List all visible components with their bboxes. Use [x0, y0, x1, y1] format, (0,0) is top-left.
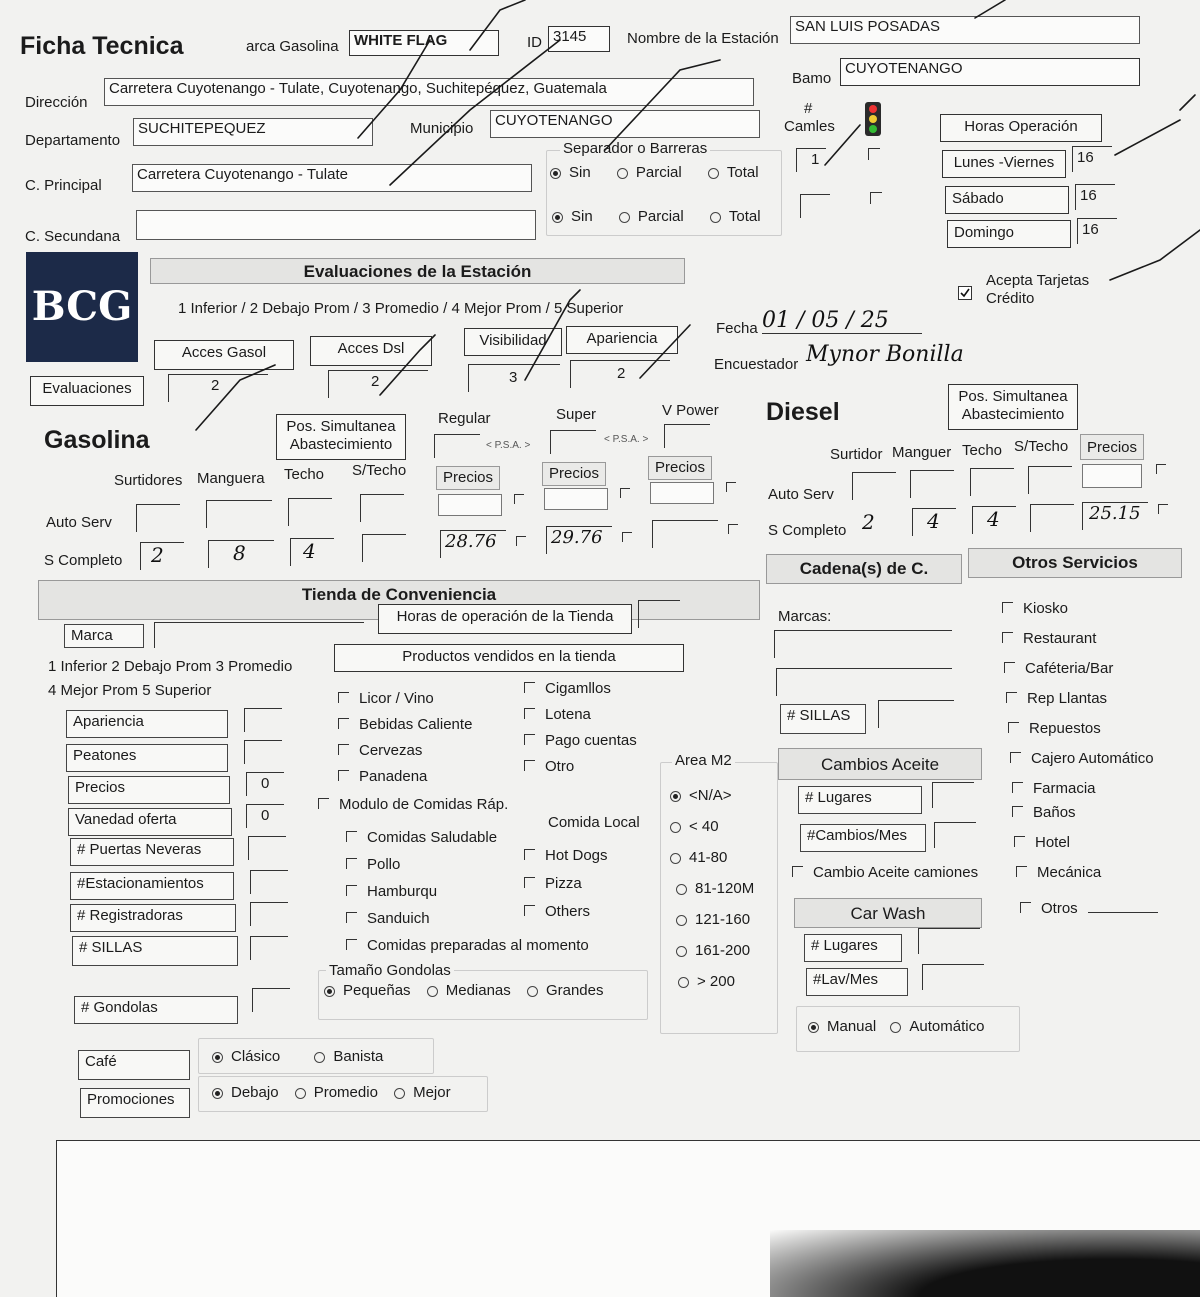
rating-label-gondolas: # Gondolas [74, 996, 238, 1024]
cambios-mes-field[interactable] [934, 822, 976, 848]
radio-sin-1[interactable] [550, 168, 561, 179]
rating-field-registradoras[interactable] [250, 902, 288, 926]
hours-label-weekdays: Lunes -Viernes [942, 150, 1066, 178]
gas-row-scompleto-label: S Completo [44, 552, 123, 569]
comida-sandwich[interactable]: Sanduich [346, 905, 589, 932]
fuel-vpower-label: V Power [662, 402, 719, 419]
diesel-col-manguer: Manguer [892, 444, 952, 461]
hours-title: Horas Operación [940, 114, 1102, 142]
cadena-marca-field-2[interactable] [776, 668, 952, 696]
diesel-row-autoserv-label: Auto Serv [768, 486, 834, 503]
direccion-label: Dirección [25, 94, 88, 111]
otros-title: Otros Servicios [968, 548, 1182, 578]
cambios-mes-label: #Cambios/Mes [800, 824, 926, 852]
fuel-regular-label: Regular [438, 410, 491, 427]
carwash-options: Manual Automático [808, 1018, 984, 1035]
trucks-field-1[interactable]: 1 [796, 148, 826, 172]
brand-field[interactable]: WHITE FLAG [349, 30, 499, 56]
diesel-col-surtidor: Surtidor [830, 446, 883, 463]
otros-list [1002, 594, 1158, 924]
radio-total-2[interactable] [710, 212, 721, 223]
area-121-160[interactable]: 121-160 [676, 904, 754, 935]
comida-hot-dogs[interactable]: Hot Dogs [524, 842, 608, 870]
fuel-regular-box[interactable] [434, 434, 480, 458]
otros-banos[interactable]: Baños [1012, 798, 1158, 828]
radio-grandes[interactable] [527, 986, 538, 997]
radio-debajo[interactable] [212, 1088, 223, 1099]
rating-field-precios[interactable]: 0 [246, 772, 284, 796]
gas-autoserv-surtidores[interactable] [136, 504, 180, 532]
radio-mejor[interactable] [394, 1088, 405, 1099]
hours-field-saturday[interactable]: 16 [1075, 184, 1115, 210]
opt-sin-1: Sin [569, 164, 591, 181]
gondolas-title: Tamaño Gondolas [326, 962, 454, 979]
id-label: ID [527, 34, 542, 51]
barrio-label: Bamo [792, 70, 832, 87]
diesel-scompleto-surtidor[interactable]: 2 [862, 510, 875, 534]
gas-scompleto-price-super[interactable]: 29.76 [546, 526, 612, 554]
rating-label-peatones: Peatones [66, 744, 228, 772]
direccion-field[interactable]: Carretera Cuyotenango - Tulate, Cuyotenango, Suchitepéquez, Guatemala [104, 78, 754, 106]
otros-otros[interactable]: Otros [1020, 894, 1158, 924]
productos-col-1 [338, 686, 472, 790]
evaluations-title: Evaluaciones de la Estación [150, 258, 685, 284]
gas-autoserv-techo[interactable] [288, 498, 332, 526]
otros-cafeteria[interactable]: Caféteria/Bar [1004, 654, 1158, 684]
gas-col-stecho: S/Techo [352, 462, 407, 479]
tienda-scale-1: 1 Inferior 2 Debajo Prom 3 Promedio [48, 658, 293, 675]
modulo-col-2 [524, 842, 608, 926]
comida-others[interactable]: Others [524, 898, 608, 926]
diesel-autoserv-check[interactable] [1156, 464, 1166, 474]
rating-field-estacionamientos[interactable] [250, 870, 288, 894]
cards-checkbox[interactable] [958, 286, 972, 304]
tienda-title: Tienda de Conveniencia [38, 580, 760, 620]
diesel-col-stecho: S/Techo [1014, 438, 1069, 455]
gasolina-pos-sim: Pos. Simultanea Abastecimiento [276, 414, 406, 460]
promo-options: Debajo Promedio Mejor [212, 1084, 451, 1101]
radio-parcial-2[interactable] [619, 212, 630, 223]
gas-autoserv-price-super[interactable] [544, 488, 608, 510]
comida-pollo[interactable]: Pollo [346, 851, 589, 878]
cadena-sillas-label: # SILLAS [780, 704, 866, 734]
departamento-label: Departamento [25, 132, 121, 149]
area-161-200[interactable]: 161-200 [676, 935, 754, 966]
area-lt40[interactable]: < 40 [670, 811, 754, 842]
secundaria-field[interactable] [136, 210, 536, 240]
producto-pago-cuentas[interactable]: Pago cuentas [524, 728, 637, 754]
cadena-title: Cadena(s) de C. [766, 554, 962, 584]
eval-value-acces-gasol[interactable]: 2 [168, 374, 268, 402]
productos-title: Productos vendidos en la tienda [334, 644, 684, 672]
gas-scompleto-surtidores[interactable]: 2 [140, 542, 184, 570]
fecha-value[interactable]: 01 / 05 / 25 [762, 308, 922, 334]
otros-repuestos[interactable]: Repuestos [1008, 714, 1158, 744]
producto-loteria[interactable]: Lotena [524, 702, 637, 728]
eval-value-apariencia[interactable]: 2 [570, 360, 670, 388]
otros-cajero[interactable]: Cajero Automático [1010, 744, 1158, 774]
rating-field-apariencia[interactable] [244, 708, 282, 732]
tienda-horas-field[interactable] [638, 600, 680, 628]
encuestador-label: Encuestador [714, 356, 799, 373]
cadena-marcas-label: Marcas: [778, 608, 832, 625]
principal-field[interactable]: Carretera Cuyotenango - Tulate [132, 164, 532, 192]
eval-label-acces-dsl: Acces Dsl [310, 336, 432, 366]
tienda-horas-label: Horas de operación de la Tienda [378, 604, 632, 634]
evaluations-scale: 1 Inferior / 2 Debajo Prom / 3 Promedio / 4 Mejor Prom / 5 Superior [178, 300, 624, 317]
municipio-field[interactable]: CUYOTENANGO [490, 110, 760, 138]
gas-scompleto-check-super[interactable] [622, 532, 632, 542]
trucks-check-1[interactable] [868, 148, 880, 160]
municipio-label: Municipio [410, 120, 474, 137]
otros-farmacia[interactable]: Farmacia [1012, 774, 1158, 804]
diesel-title: Diesel [766, 398, 840, 426]
evaluations-label: Evaluaciones [30, 376, 144, 406]
gasolina-title: Gasolina [44, 426, 150, 454]
gas-col-manguera: Manguera [197, 470, 265, 487]
radio-clasico[interactable] [212, 1052, 223, 1063]
tienda-marca-label: Marca [64, 624, 144, 648]
diesel-pos-sim: Pos. Simultanea Abastecimiento [948, 384, 1078, 430]
area-options [670, 780, 754, 997]
gas-precios-super: Precios [542, 462, 606, 486]
eval-value-visibilidad[interactable]: 3 [468, 364, 560, 392]
comida-saludable[interactable]: Comidas Saludable [346, 824, 589, 851]
cards-label: Acepta Tarjetas Crédito [986, 272, 1090, 307]
opt-parcial-2: Parcial [637, 208, 684, 225]
gas-scompleto-check-vpower[interactable] [728, 524, 738, 534]
rating-label-apariencia: Apariencia [66, 710, 228, 738]
separator-row-1[interactable] [550, 164, 759, 181]
radio-medianas[interactable] [427, 986, 438, 997]
hours-label-saturday: Sábado [945, 186, 1069, 214]
otros-rep-llantas[interactable]: Rep Llantas [1006, 684, 1158, 714]
modulo-comidas[interactable]: Modulo de Comidas Ráp. [318, 796, 508, 813]
gas-col-surtidores: Surtidores [114, 472, 183, 489]
station-name-field[interactable]: SAN LUIS POSADAS [790, 16, 1140, 44]
rating-label-puertas: # Puertas Neveras [70, 838, 234, 866]
barrio-field[interactable]: CUYOTENANGO [840, 58, 1140, 86]
area-41-80[interactable]: 41-80 [670, 842, 754, 873]
gas-scompleto-techo[interactable]: 4 [290, 538, 334, 566]
separator-row-2[interactable] [552, 208, 761, 225]
opt-sin-2: Sin [571, 208, 593, 225]
otros-kiosko[interactable]: Kiosko [1002, 594, 1158, 624]
area-title: Area M2 [672, 752, 735, 769]
gas-col-techo: Techo [284, 466, 325, 483]
rating-label-variedad: Vanedad oferta [68, 808, 232, 836]
brand-label: arca Gasolina [246, 38, 339, 55]
diesel-scompleto-manguer[interactable]: 4 [912, 508, 956, 536]
diesel-autoserv-manguer[interactable] [910, 470, 954, 498]
check-icon [958, 286, 972, 300]
producto-cervezas[interactable]: Cervezas [338, 738, 472, 764]
producto-licor[interactable]: Licor / Vino [338, 686, 472, 712]
rating-field-peatones[interactable] [244, 740, 282, 764]
otros-mecanica[interactable]: Mecánica [1016, 858, 1158, 888]
gas-autoserv-price-regular[interactable] [438, 494, 502, 516]
trucks-hash: # [804, 100, 813, 117]
producto-panaderia[interactable]: Panadena [338, 764, 472, 790]
gas-scompleto-check-regular[interactable] [516, 536, 526, 546]
secundaria-label: C. Secundana [25, 228, 121, 245]
comida-preparada[interactable]: Comidas preparadas al momento [346, 932, 589, 959]
producto-cigarrillos[interactable]: Cigamllos [524, 676, 637, 702]
opt-total-1: Total [726, 164, 759, 181]
traffic-light-icon [860, 100, 886, 140]
rating-field-gondolas[interactable] [252, 988, 290, 1012]
gas-row-autoserv-label: Auto Serv [46, 514, 112, 531]
diesel-autoserv-stecho[interactable] [1028, 466, 1072, 494]
carwash-lav-label: #Lav/Mes [806, 968, 908, 996]
gas-autoserv-check-vpower[interactable] [726, 482, 736, 492]
radio-barista[interactable] [314, 1052, 325, 1063]
gondolas-options: Pequeñas Medianas Grandes [324, 982, 604, 999]
radio-promedio[interactable] [295, 1088, 306, 1099]
fuel-super-label: Super [556, 406, 597, 423]
cadena-marca-field-1[interactable] [774, 630, 952, 658]
fuel-super-box[interactable] [550, 430, 596, 454]
cadena-sillas-field[interactable] [878, 700, 954, 728]
diesel-autoserv-price[interactable] [1082, 464, 1142, 488]
otros-hotel[interactable]: Hotel [1014, 828, 1158, 858]
radio-pequenas[interactable] [324, 986, 335, 997]
opt-parcial-1: Parcial [635, 164, 682, 181]
gas-autoserv-price-vpower[interactable] [650, 482, 714, 504]
diesel-scompleto-price[interactable]: 25.15 [1082, 502, 1148, 530]
diesel-scompleto-check[interactable] [1158, 504, 1168, 514]
eval-label-apariencia: Apariencia [566, 326, 678, 354]
cambios-title: Cambios Aceite [778, 748, 982, 780]
hours-field-sunday[interactable]: 16 [1077, 218, 1117, 244]
tienda-scale-2: 4 Mejor Prom 5 Superior [48, 682, 212, 699]
fuel-vpower-box[interactable] [664, 424, 710, 448]
gas-autoserv-stecho[interactable] [360, 494, 404, 522]
producto-otro[interactable]: Otro [524, 754, 637, 780]
promo-label: Promociones [80, 1088, 190, 1118]
radio-total-1[interactable] [708, 168, 719, 179]
cambios-lugares-field[interactable] [932, 782, 974, 808]
radio-manual[interactable] [808, 1022, 819, 1033]
otros-restaurant[interactable]: Restaurant [1002, 624, 1158, 654]
diesel-scompleto-stecho[interactable] [1030, 504, 1074, 532]
carwash-lugares-field[interactable] [918, 928, 980, 954]
diesel-autoserv-techo[interactable] [970, 468, 1014, 496]
rating-field-variedad[interactable]: 0 [246, 804, 284, 828]
gas-scompleto-stecho[interactable] [362, 534, 406, 562]
carwash-title: Car Wash [794, 898, 982, 928]
producto-bebidas[interactable]: Bebidas Caliente [338, 712, 472, 738]
radio-sin-2[interactable] [552, 212, 563, 223]
rating-field-puertas[interactable] [248, 836, 286, 860]
gas-autoserv-check-super[interactable] [620, 488, 630, 498]
principal-label: C. Principal [25, 177, 102, 194]
rating-label-estacionamientos: #Estacionamientos [70, 872, 234, 900]
trucks-check-2[interactable] [870, 192, 882, 204]
separator-title: Separador o Barreras [560, 140, 710, 157]
bcg-logo: BCG [26, 252, 138, 362]
encuestador-value[interactable]: Mynor Bonilla [806, 342, 964, 367]
gas-scompleto-manguera[interactable]: 8 [208, 540, 274, 568]
gas-precios-vpower: Precios [648, 456, 712, 480]
gas-autoserv-manguera[interactable] [206, 500, 272, 528]
id-field[interactable]: 3145 [548, 26, 610, 52]
diesel-col-precios: Precios [1080, 434, 1144, 460]
radio-parcial-1[interactable] [617, 168, 628, 179]
trucks-field-2[interactable] [800, 194, 830, 218]
trucks-label: Camles [784, 118, 835, 135]
comida-hamburguesa[interactable]: Hamburqu [346, 878, 589, 905]
shadow-overlay [770, 1230, 1200, 1297]
area-gt200[interactable]: > 200 [678, 966, 754, 997]
diesel-col-techo: Techo [962, 442, 1003, 459]
eval-label-visibilidad: Visibilidad [464, 328, 562, 356]
cambios-lugares-label: # Lugares [798, 786, 922, 814]
diesel-scompleto-techo[interactable]: 4 [972, 506, 1016, 534]
station-name-label: Nombre de la Estación [627, 30, 779, 47]
area-81-120[interactable]: 81-120M [676, 873, 754, 904]
comida-local-label: Comida Local [548, 814, 640, 831]
rating-label-registradoras: # Registradoras [70, 904, 236, 932]
departamento-field[interactable]: SUCHITEPEQUEZ [133, 118, 373, 146]
hours-label-sunday: Domingo [947, 220, 1071, 248]
cafe-options: Clásico Banista [212, 1048, 383, 1065]
psa-label-2: < P.S.A. > [604, 434, 649, 445]
diesel-row-scompleto-label: S Completo [768, 522, 847, 539]
opt-total-2: Total [728, 208, 761, 225]
tienda-marca-field[interactable] [154, 622, 364, 648]
fecha-label: Fecha [716, 320, 758, 337]
hours-field-weekdays[interactable]: 16 [1072, 146, 1112, 172]
productos-col-2 [524, 676, 637, 780]
gas-precios-regular: Precios [436, 466, 500, 490]
area-na[interactable]: <N/A> [670, 780, 754, 811]
rating-label-precios: Precios [68, 776, 230, 804]
carwash-lugares-label: # Lugares [804, 934, 902, 962]
cambio-camiones[interactable]: Cambio Aceite camiones [792, 864, 978, 881]
diesel-autoserv-surtidor[interactable] [852, 472, 896, 500]
carwash-lav-field[interactable] [922, 964, 984, 990]
gas-scompleto-price-vpower[interactable] [652, 520, 718, 548]
comida-pizza[interactable]: Pizza [524, 870, 608, 898]
cafe-label: Café [78, 1050, 190, 1080]
eval-label-acces-gasol: Acces Gasol [154, 340, 294, 370]
psa-label-1: < P.S.A. > [486, 440, 531, 451]
eval-value-acces-dsl[interactable]: 2 [328, 370, 428, 398]
rating-label-sillas: # SILLAS [72, 936, 238, 966]
gas-scompleto-price-regular[interactable]: 28.76 [440, 530, 506, 558]
page-title: Ficha Tecnica [20, 32, 184, 60]
rating-field-sillas[interactable] [250, 936, 288, 960]
radio-automatico[interactable] [890, 1022, 901, 1033]
gas-autoserv-check-regular[interactable] [514, 494, 524, 504]
